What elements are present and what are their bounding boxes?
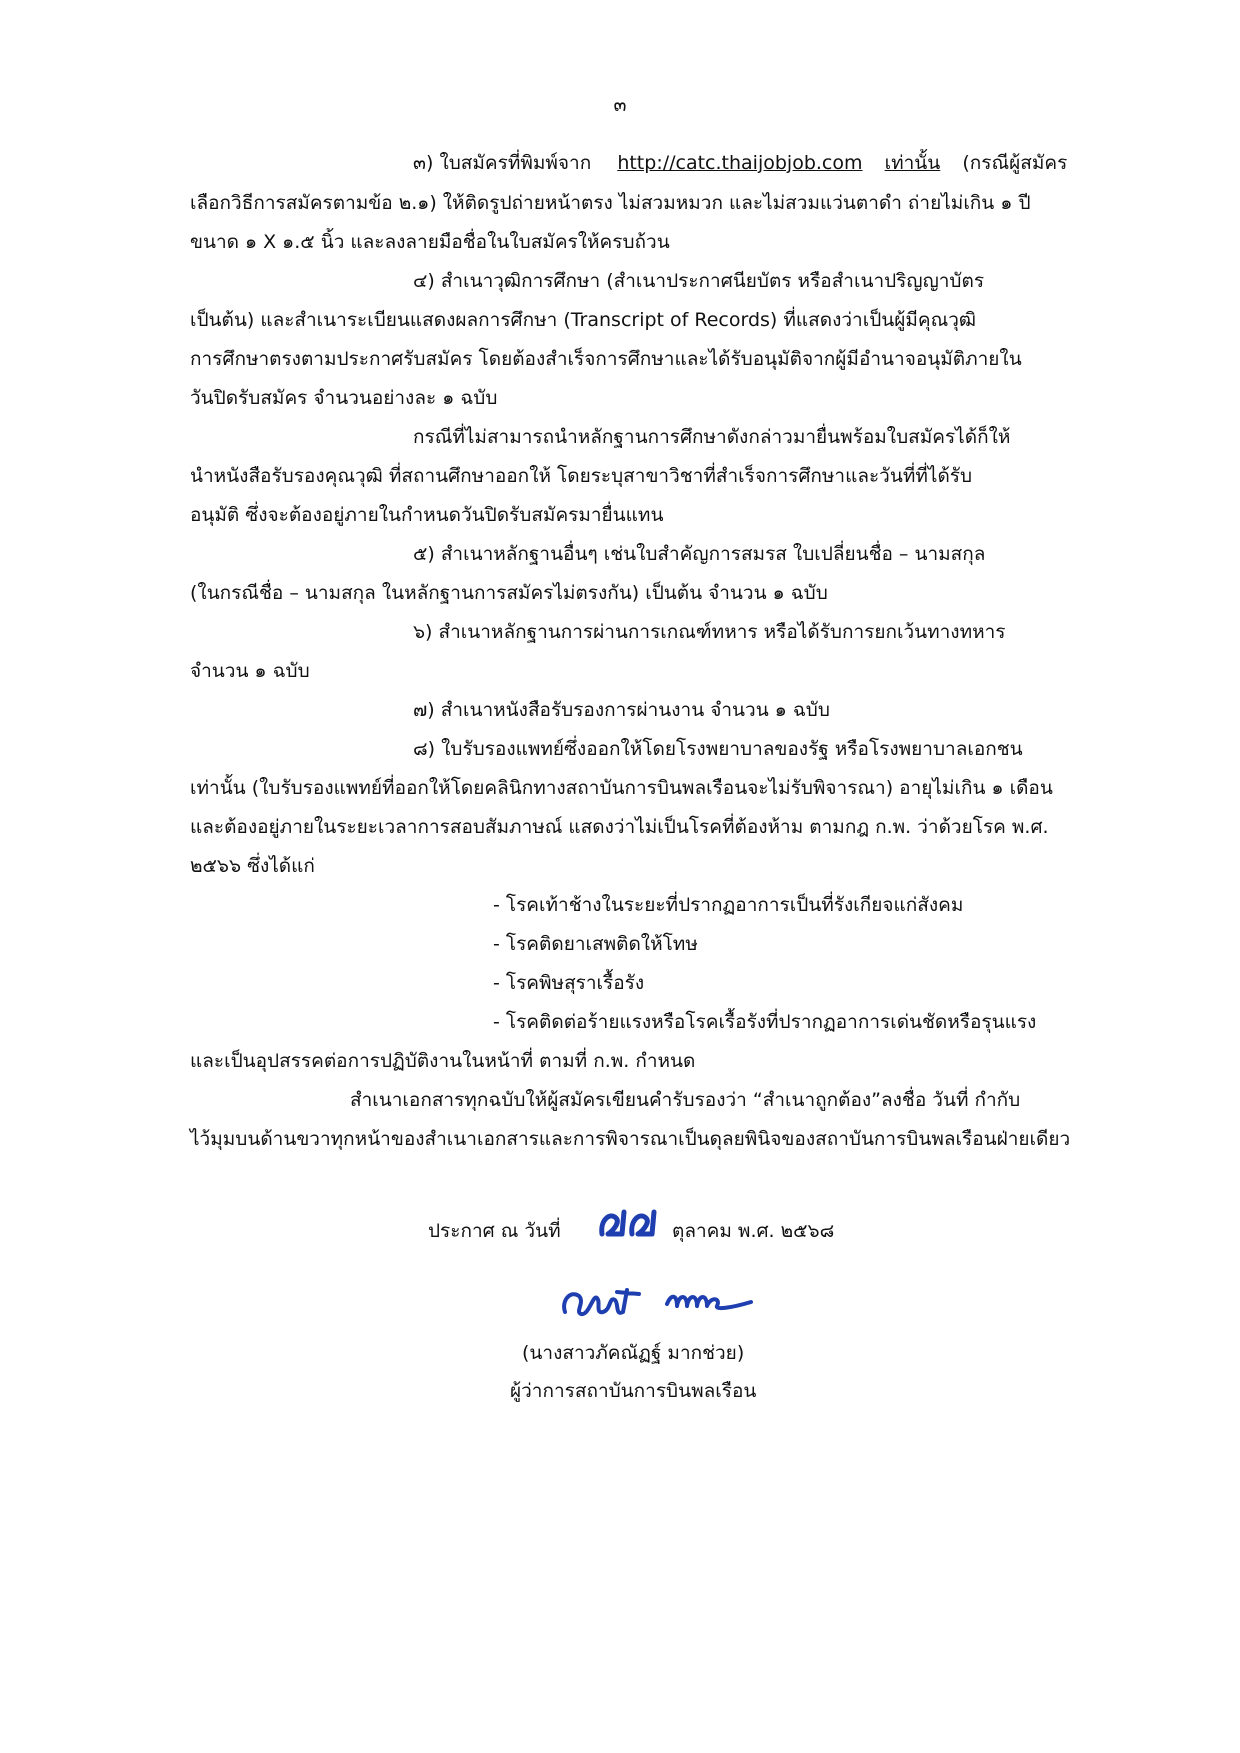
- disease-item-2: - โรคติดยาเสพติดให้โทษ: [493, 933, 698, 955]
- item4-line3: การศึกษาตรงตามประกาศรับสมัคร โดยต้องสำเร็จการศึกษาและได้รับอนุมัติจากผู้มีอำนาจอนุมัติภายใน: [190, 348, 1022, 370]
- application-url-link[interactable]: http://catc.thaijobjob.com: [617, 152, 863, 174]
- disease-item-4: - โรคติดต่อร้ายแรงหรือโรคเรื้อรังที่ปรากฏอาการเด่นชัดหรือรุนแรง: [493, 1011, 1037, 1033]
- item3-text-end: (กรณีผู้สมัคร: [962, 152, 1068, 174]
- item6-line1: ๖) สำเนาหลักฐานการผ่านการเกณฑ์ทหาร หรือได้รับการยกเว้นทางทหาร: [413, 621, 1006, 643]
- disease-item-4-cont: และเป็นอุปสรรคต่อการปฏิบัติงานในหน้าที่ ตามที่ ก.พ. กำหนด: [190, 1050, 696, 1072]
- announce-prefix: ประกาศ ณ วันที่: [428, 1220, 561, 1242]
- item3-line3: ขนาด ๑ X ๑.๕ นิ้ว และลงลายมือชื่อในใบสมัครให้ครบถ้วน: [190, 231, 670, 253]
- only-emphasis: เท่านั้น: [884, 152, 941, 174]
- item4-line2: เป็นต้น) และสำเนาระเบียนแสดงผลการศึกษา (Transcript of Records) ที่แสดงว่าเป็นผู้มีคุณวุฒิ: [190, 309, 977, 331]
- item4-line1: ๔) สำเนาวุฒิการศึกษา (สำเนาประกาศนียบัตร หรือสำเนาปริญญาบัตร: [413, 270, 985, 292]
- page-number: ๓: [613, 94, 627, 116]
- item4-cont-line2: นำหนังสือรับรองคุณวุฒิ ที่สถานศึกษาออกให้ โดยระบุสาขาวิชาที่สำเร็จการศึกษาและวันที่ที่ได้รับ: [190, 465, 973, 487]
- item8-line1: ๘) ใบรับรองแพทย์ซึ่งออกให้โดยโรงพยาบาลของรัฐ หรือโรงพยาบาลเอกชน: [413, 738, 1023, 760]
- disease-item-1: - โรคเท้าช้างในระยะที่ปรากฏอาการเป็นที่รังเกียจแก่สังคม: [493, 894, 964, 916]
- item8-line4: ๒๕๖๖ ซึ่งได้แก่: [190, 855, 315, 877]
- signer-name: (นางสาวภัคณัฏฐ์ มากช่วย): [522, 1342, 745, 1364]
- item5-line2: (ในกรณีชื่อ – นามสกุล ในหลักฐานการสมัครไม่ตรงกัน) เป็นต้น จำนวน ๑ ฉบับ: [190, 582, 828, 604]
- item8-line2: เท่านั้น (ใบรับรองแพทย์ที่ออกให้โดยคลินิกทางสถาบันการบินพลเรือนจะไม่รับพิจารณา) อายุไม่เกิน ๑ เดือน: [190, 777, 1053, 799]
- copies-note-line1: สำเนาเอกสารทุกฉบับให้ผู้สมัครเขียนคำรับรองว่า “สำเนาถูกต้อง”ลงชื่อ วันที่ กำกับ: [350, 1089, 1021, 1111]
- item5-line1: ๕) สำเนาหลักฐานอื่นๆ เช่นใบสำคัญการสมรส ใบเปลี่ยนชื่อ – นามสกุล: [413, 543, 986, 565]
- item3-line1: [413, 150, 1067, 176]
- copies-note-line2: ไว้มุมบนด้านขวาทุกหน้าของสำเนาเอกสารและการพิจารณาเป็นดุลยพินิจของสถาบันการบินพลเรือนฝ่ายเดียว: [190, 1128, 1071, 1150]
- item3-line2: เลือกวิธีการสมัครตามข้อ ๒.๑) ให้ติดรูปถ่ายหน้าตรง ไม่สวมหมวก และไม่สวมแว่นตาดำ ถ่ายไม่เกิน ๑ ปี: [190, 192, 1031, 214]
- signature: [555, 1272, 775, 1332]
- item7-line1: ๗) สำเนาหนังสือรับรองการผ่านงาน จำนวน ๑ ฉบับ: [413, 699, 830, 721]
- item8-line3: และต้องอยู่ภายในระยะเวลาการสอบสัมภาษณ์ แสดงว่าไม่เป็นโรคที่ต้องห้าม ตามกฎ ก.พ. ว่าด้วยโรค พ.ศ.: [190, 816, 1049, 838]
- item3-text: ๓) ใบสมัครที่พิมพ์จาก: [413, 152, 592, 174]
- signer-title: ผู้ว่าการสถาบันการบินพลเรือน: [510, 1380, 757, 1402]
- item4-cont-line1: กรณีที่ไม่สามารถนำหลักฐานการศึกษาดังกล่าวมายื่นพร้อมใบสมัครได้ก็ให้: [413, 426, 1011, 448]
- disease-item-3: - โรคพิษสุราเรื้อรัง: [493, 972, 645, 994]
- item6-line2: จำนวน ๑ ฉบับ: [190, 660, 310, 682]
- item4-line4: วันปิดรับสมัคร จำนวนอย่างละ ๑ ฉบับ: [190, 387, 498, 409]
- item4-cont-line3: อนุมัติ ซึ่งจะต้องอยู่ภายในกำหนดวันปิดรับสมัครมายื่นแทน: [190, 504, 664, 526]
- announce-suffix: ตุลาคม พ.ศ. ๒๕๖๘: [672, 1220, 835, 1242]
- handwritten-day: [596, 1204, 666, 1248]
